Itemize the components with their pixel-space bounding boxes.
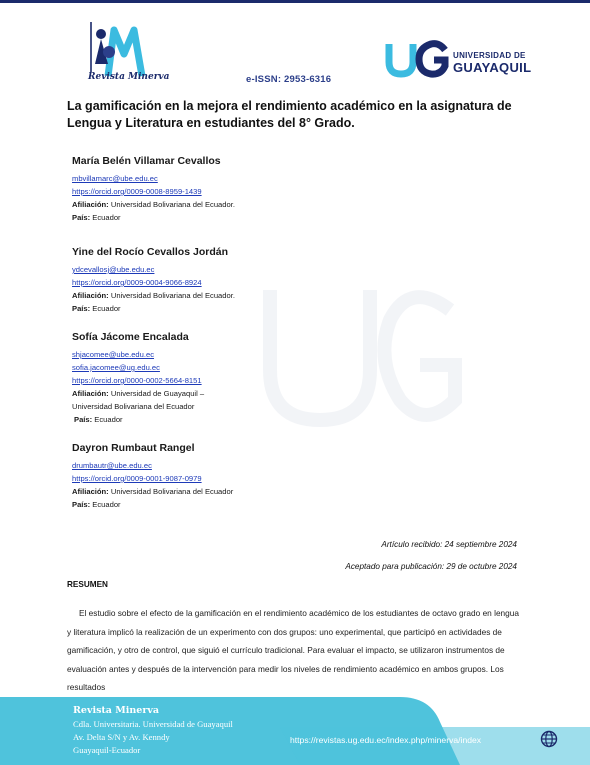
accepted-date: Aceptado para publicación: 29 de octubre 2024: [345, 562, 517, 571]
author-affiliation: Afiliación: Universidad de Guayaquil –: [72, 389, 205, 398]
author-name: Yine del Rocío Cevallos Jordán: [72, 246, 228, 258]
footer-address-line: Cdla. Universitaria. Universidad de Guayaquil: [73, 719, 233, 729]
article-title: La gamificación en la mejora el rendimiento académico en la asignatura de Lengua y Literatura en estudiantes del 8° Grado.: [67, 99, 512, 130]
author-affiliation: Afiliación: Universidad Bolivariana del Ecuador: [72, 487, 234, 496]
author-orcid-link[interactable]: https://orcid.org/0009-0008-8959-1439: [72, 187, 202, 196]
journal-logo-text: Revista Minerva: [88, 72, 170, 82]
author-block: [72, 331, 372, 426]
author-country: País: Ecuador: [72, 500, 121, 509]
received-date: Artículo recibido: 24 septiembre 2024: [381, 540, 517, 549]
globe-icon[interactable]: [540, 730, 558, 748]
author-email-link[interactable]: shjacomee@ube.edu.ec: [72, 350, 155, 359]
university-name-line1: UNIVERSIDAD DE: [453, 51, 526, 60]
author-affiliation: Afiliación: Universidad Bolivariana del Ecuador.: [72, 200, 235, 209]
author-email-link[interactable]: drumbautr@ube.edu.ec: [72, 461, 152, 470]
author-country: País: Ecuador: [72, 304, 121, 313]
issn-label: e-ISSN: 2953-6316: [246, 74, 332, 85]
author-email-link[interactable]: ydcevallosj@ube.edu.ec: [72, 265, 155, 274]
author-affiliation-line2: Universidad Bolivariana del Ecuador: [72, 402, 195, 411]
author-block: [72, 246, 372, 315]
abstract-text: El estudio sobre el efecto de la gamificación en el rendimiento académico de los estudiantes de octavo grado en lengua y literatura implicó la realización de un experimento con dos grupos: uno experimental, que participó en actividades de gamificación, y otro de control, que siguió el currículo tradicional. Para evaluar el impacto, se utilizaron instrumentos de evaluación antes y después de la intervención para medir los niveles de rendimiento académico en ambos grupos. Los resultados: [67, 608, 520, 692]
footer-address-line: Av. Delta S/N y Av. Kenndy: [73, 732, 170, 742]
author-country: País: Ecuador: [72, 213, 121, 222]
author-name: María Belén Villamar Cevallos: [72, 155, 221, 167]
ug-logo-icon: [385, 40, 449, 78]
author-affiliation: Afiliación: Universidad Bolivariana del Ecuador.: [72, 291, 235, 300]
author-orcid-link[interactable]: https://orcid.org/0009-0001-9087-0979: [72, 474, 202, 483]
author-name: Sofía Jácome Encalada: [72, 331, 189, 343]
footer-journal-title: Revista Minerva: [73, 705, 160, 716]
author-email-link[interactable]: sofia.jacomee@ug.edu.ec: [72, 363, 160, 372]
author-block: [72, 442, 372, 511]
author-country: País: Ecuador: [74, 415, 123, 424]
author-orcid-link[interactable]: https://orcid.org/0000-0002-5664-8151: [72, 376, 202, 385]
author-block: [72, 155, 372, 224]
abstract-heading: RESUMEN: [67, 580, 108, 589]
author-orcid-link[interactable]: https://orcid.org/0009-0004-9066-8924: [72, 278, 202, 287]
university-name-line2: GUAYAQUIL: [453, 60, 532, 75]
footer-address-line: Guayaquil-Ecuador: [73, 745, 141, 755]
author-name: Dayron Rumbaut Rangel: [72, 442, 195, 454]
footer-url-link[interactable]: https://revistas.ug.edu.ec/index.php/minerva/index: [290, 735, 482, 745]
author-email-link[interactable]: mbvillamarc@ube.edu.ec: [72, 174, 158, 183]
top-border: [0, 0, 590, 3]
